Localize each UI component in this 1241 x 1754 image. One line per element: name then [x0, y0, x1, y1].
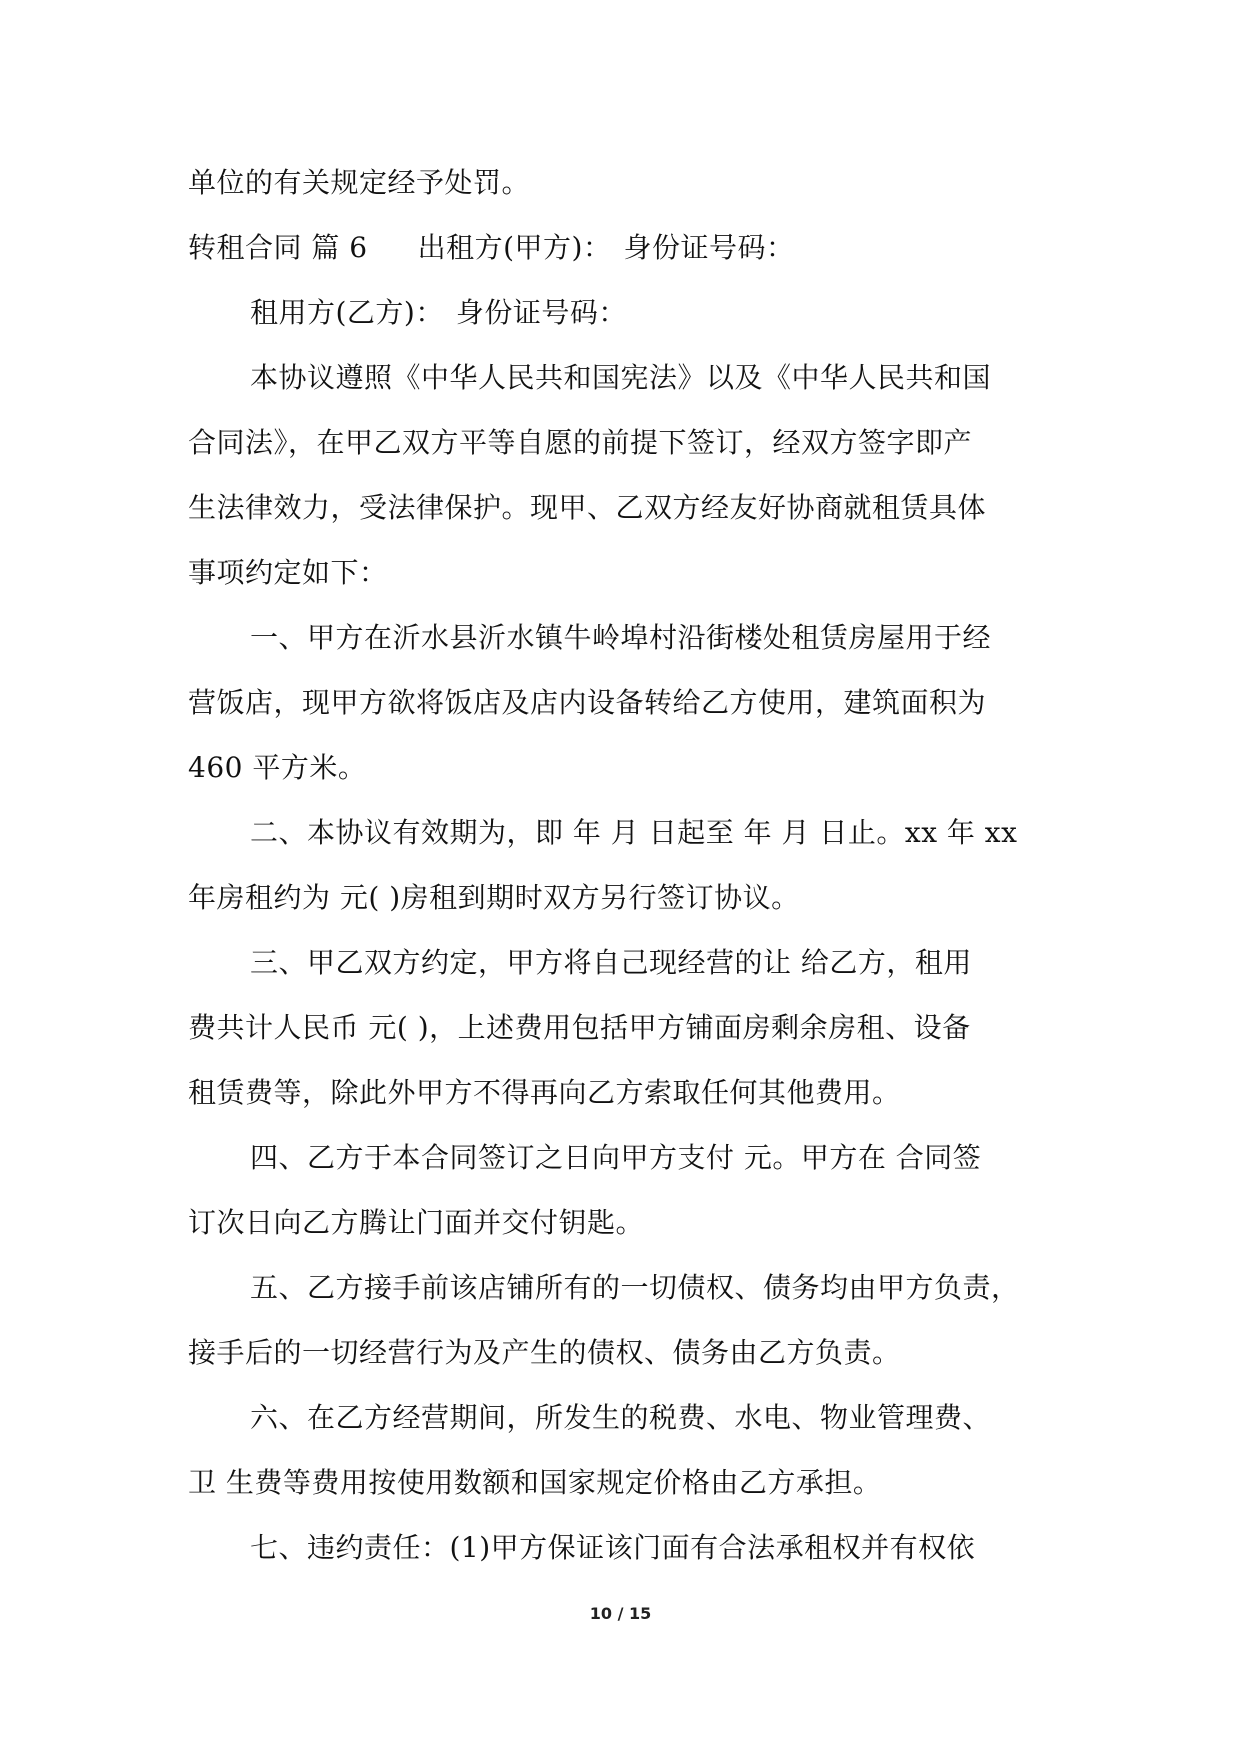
- text-line: 费共计人民币 元( )，上述费用包括甲方铺面房剩余房租、设备: [188, 1011, 971, 1044]
- text-line: 生法律效力，受法律保护。现甲、乙双方经友好协商就租赁具体: [188, 491, 987, 524]
- text-line: 接手后的一切经营行为及产生的债权、债务由乙方负责。: [188, 1336, 901, 1369]
- text-line: 六、在乙方经营期间，所发生的税费、水电、物业管理费、: [250, 1401, 992, 1434]
- text-line: [188, 288, 1054, 353]
- text-line: 年房租约为 元( )房租到期时双方另行签订协议。: [188, 881, 800, 914]
- text-line: 二、本协议有效期为，即 年 月 日起至 年 月 日止。xx 年 xx: [250, 816, 1018, 849]
- text-line: 事项约定如下：: [188, 556, 388, 589]
- document-body: [188, 158, 1054, 1588]
- lessor-id-label: 身份证号码：: [623, 231, 795, 264]
- section-heading: 转租合同 篇 6: [188, 231, 368, 264]
- text-line: 营饭店，现甲方欲将饭店及店内设备转给乙方使用，建筑面积为: [188, 686, 987, 719]
- text-line: 460 平方米。: [188, 751, 367, 784]
- page-number: 10 / 15: [589, 1604, 652, 1623]
- text-line: 七、违约责任：(1)甲方保证该门面有合法承租权并有权依: [250, 1531, 976, 1564]
- lessee-label: 租用方(乙方)：: [250, 296, 444, 329]
- text-line: 合同法》，在甲乙双方平等自愿的前提下签订，经双方签字即产: [188, 426, 973, 459]
- text-line: 本协议遵照《中华人民共和国宪法》以及《中华人民共和国: [250, 361, 992, 394]
- text-line: 卫 生费等费用按使用数额和国家规定价格由乙方承担。: [188, 1466, 882, 1499]
- text-line: 一、甲方在沂水县沂水镇牛岭埠村沿街楼处租赁房屋用于经: [250, 621, 992, 654]
- text-line: 四、乙方于本合同签订之日向甲方支付 元。甲方在 合同签: [250, 1141, 982, 1174]
- text-line: 单位的有关规定经予处罚。: [188, 166, 531, 199]
- text-line: [188, 223, 1054, 288]
- text-line: 租赁费等，除此外甲方不得再向乙方索取任何其他费用。: [188, 1076, 901, 1109]
- lessee-id-label: 身份证号码：: [455, 296, 627, 329]
- text-line: 三、甲乙双方约定，甲方将自己现经营的让 给乙方，租用: [250, 946, 972, 979]
- lessor-label: 出租方(甲方)：: [417, 231, 612, 264]
- text-line: 订次日向乙方腾让门面并交付钥匙。: [188, 1206, 645, 1239]
- text-line: 五、乙方接手前该店铺所有的一切债权、债务均由甲方负责，: [250, 1271, 1020, 1304]
